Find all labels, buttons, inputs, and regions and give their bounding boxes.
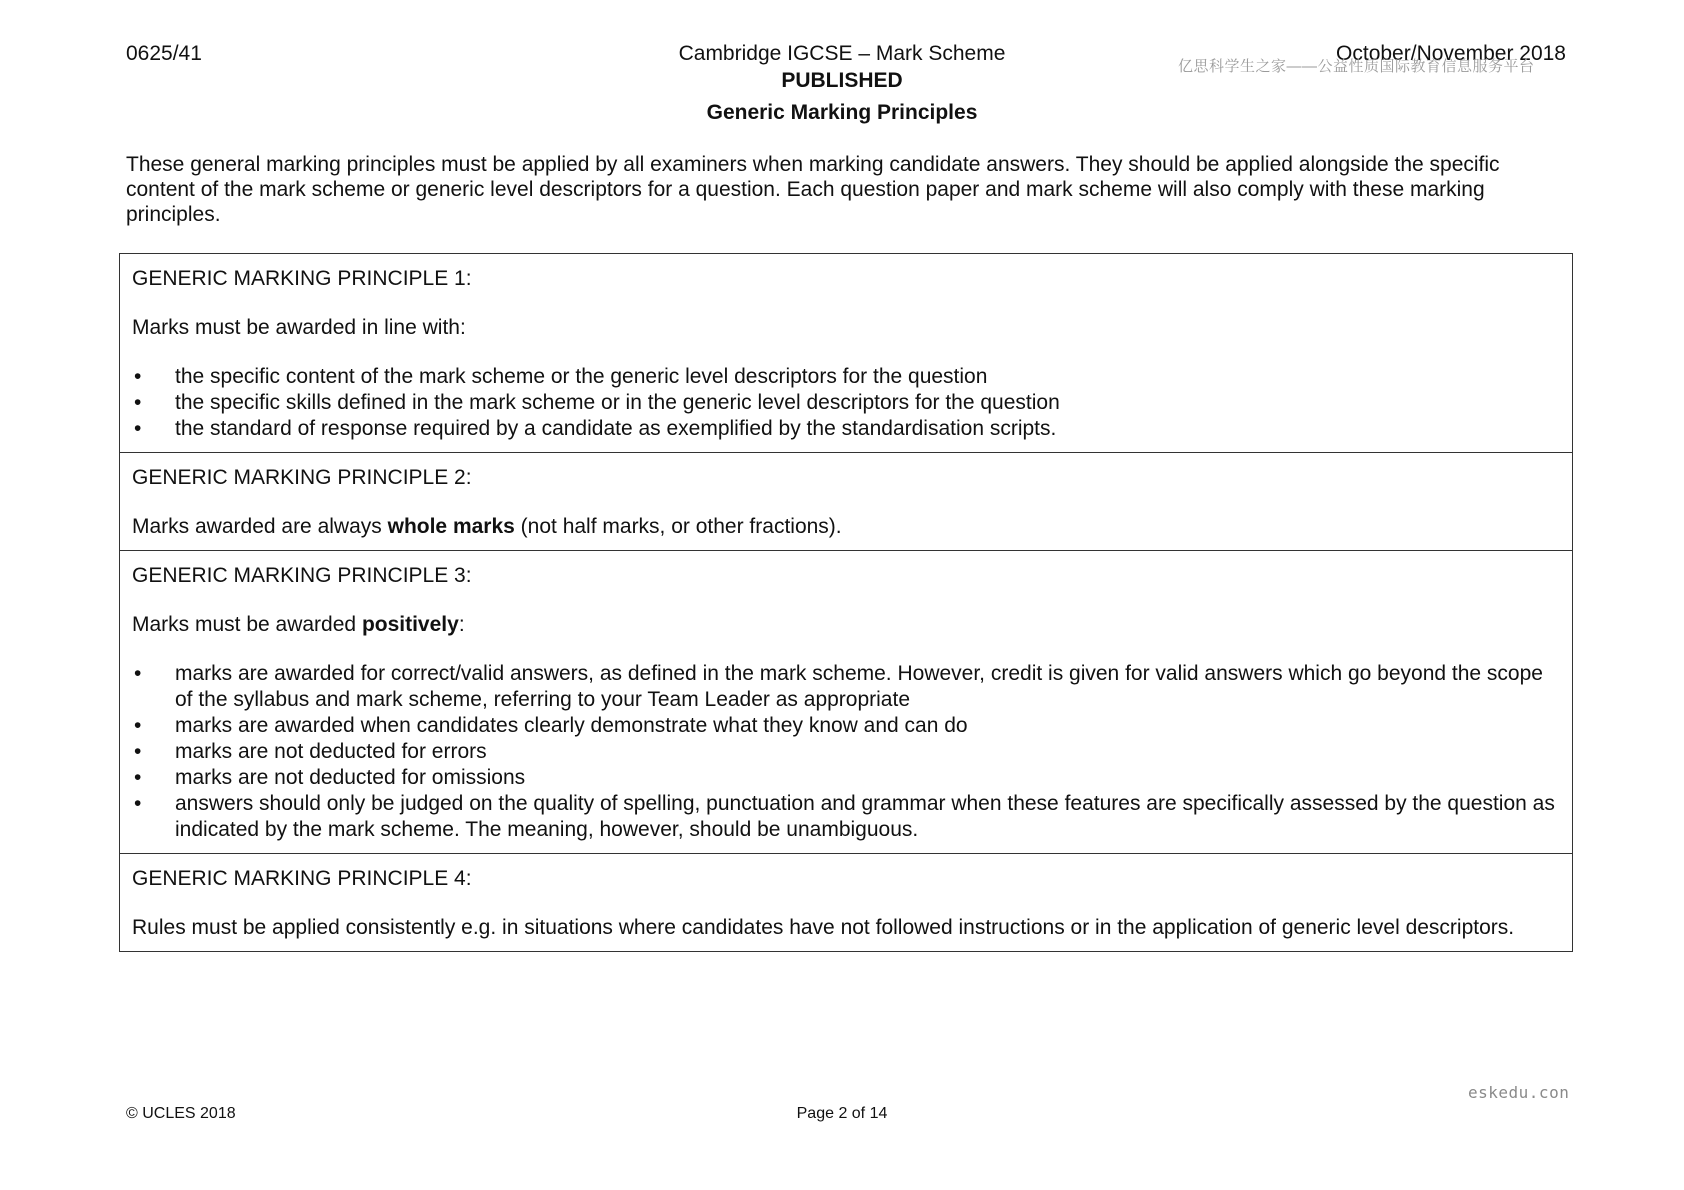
bullet-list <box>132 364 1560 442</box>
exam-session-date: October/November 2018 <box>1336 42 1566 65</box>
principle-cell <box>120 453 1573 551</box>
list-item: • the specific skills defined in the mark scheme or in the generic level descriptors for the question <box>132 390 1560 416</box>
section-heading: Generic Marking Principles <box>706 101 978 124</box>
principle-row-1 <box>120 254 1573 453</box>
principle-row-4 <box>120 854 1573 952</box>
principle-row-3 <box>120 551 1573 854</box>
principle-title: GENERIC MARKING PRINCIPLE 2: <box>132 466 472 489</box>
principle-text: Rules must be applied consistently e.g. in situations where candidates have not followed instructions or in the application of generic level descriptors. <box>132 916 1515 939</box>
text-segment: (not half marks, or other fractions). <box>514 515 842 538</box>
list-item: • the specific content of the mark scheme or the generic level descriptors for the question <box>132 364 1560 390</box>
principle-title: GENERIC MARKING PRINCIPLE 4: <box>132 867 472 890</box>
principle-cell <box>120 254 1573 453</box>
text-segment: Marks awarded are always <box>132 515 388 538</box>
bold-text: positively <box>361 613 459 636</box>
text-segment: Marks must be awarded <box>132 613 362 636</box>
principle-row-2 <box>120 453 1573 551</box>
page-number: Page 2 of 14 <box>796 1105 888 1122</box>
principle-cell <box>120 854 1573 952</box>
principle-cell <box>120 551 1573 854</box>
list-item: • marks are awarded when candidates clearly demonstrate what they know and can do <box>132 713 1560 739</box>
watermark-top: 亿思科学生之家——公益性质国际教育信息服务平台 <box>1178 58 1535 75</box>
principles-table <box>119 253 1573 952</box>
list-item: • answers should only be judged on the quality of spelling, punctuation and grammar when these features are specifically assessed by the question as indicated by the mark scheme. The meaning, however, should be unambiguous. <box>132 791 1560 843</box>
paper-code: 0625/41 <box>126 42 202 65</box>
list-item: • marks are not deducted for errors <box>132 739 1560 765</box>
principle-text: Marks must be awarded in line with: <box>132 316 466 339</box>
principle-title: GENERIC MARKING PRINCIPLE 3: <box>132 564 472 587</box>
list-item: • the standard of response required by a candidate as exemplified by the standardisation scripts. <box>132 416 1560 442</box>
watermark-bottom: eskedu.con <box>1468 1083 1570 1102</box>
intro-paragraph: These general marking principles must be applied by all examiners when marking candidate answers. They should be applied alongside the specific content of the mark scheme or generic level descriptors for a question. Each question paper and mark scheme will also comply with these marking principles. <box>126 153 1500 226</box>
list-item: • marks are awarded for correct/valid answers, as defined in the mark scheme. However, credit is given for valid answers which go beyond the scope of the syllabus and mark scheme, referring to your Team Leader as appropriate <box>132 661 1560 713</box>
text-segment: : <box>458 613 465 636</box>
document-title: Cambridge IGCSE – Mark Scheme <box>678 42 1006 65</box>
principle-text <box>132 612 1560 638</box>
principle-title: GENERIC MARKING PRINCIPLE 1: <box>132 267 472 290</box>
copyright: © UCLES 2018 <box>126 1105 236 1122</box>
bold-text: whole marks <box>387 515 515 538</box>
published-label: PUBLISHED <box>781 69 903 92</box>
principle-text <box>132 514 1560 540</box>
list-item: • marks are not deducted for omissions <box>132 765 1560 791</box>
bullet-list <box>132 661 1560 843</box>
